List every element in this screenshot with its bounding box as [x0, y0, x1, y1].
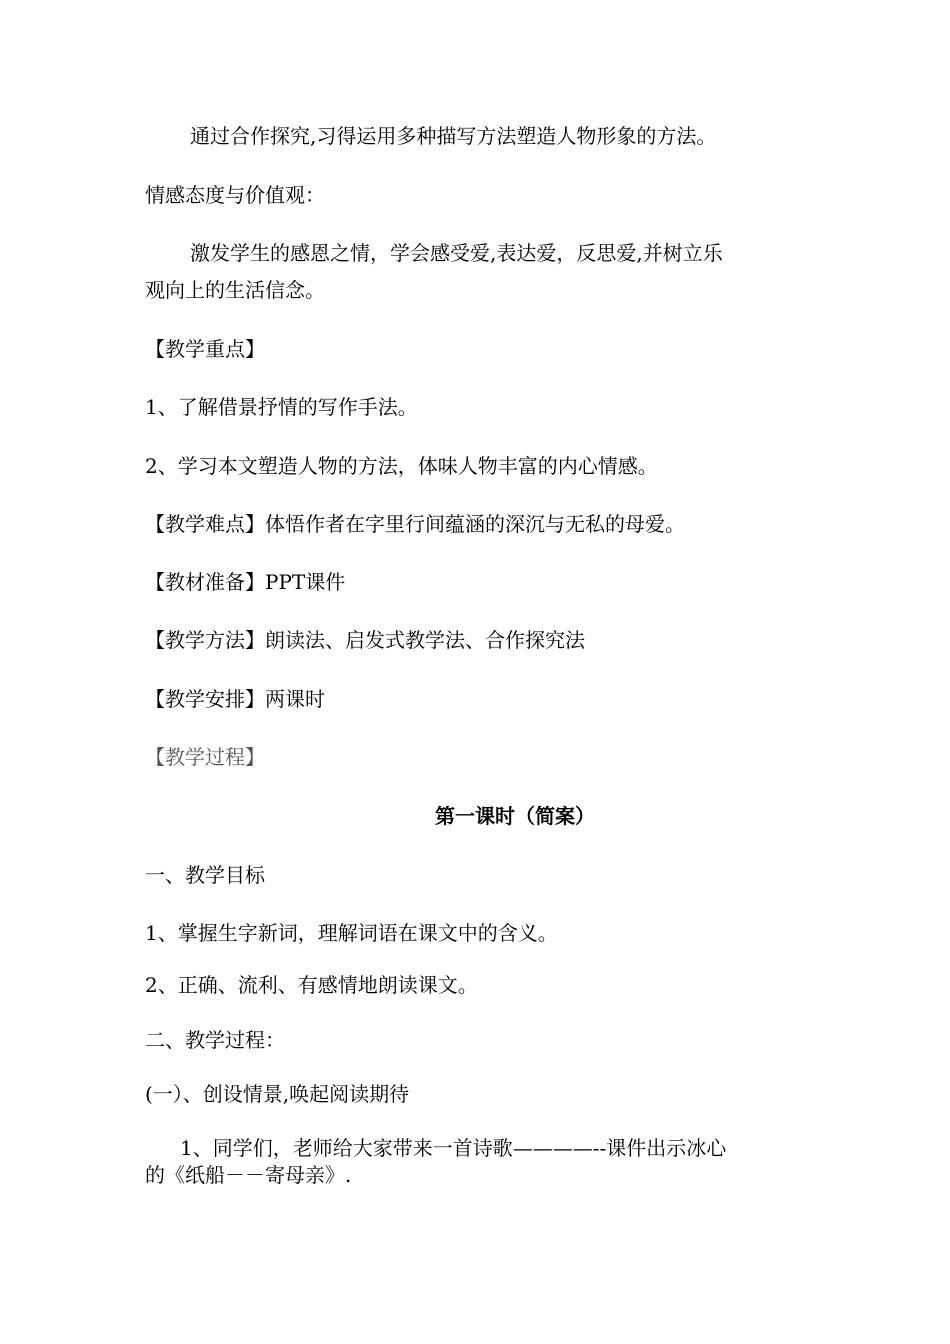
step-1-heading: (一）、创设情景,唤起阅读期待 — [145, 1082, 410, 1106]
key-point-1: 1、了解借景抒情的写作手法。 — [145, 395, 418, 419]
schedule-line: 【教学安排】两课时 — [145, 687, 325, 711]
difficulty-line: 【教学难点】体悟作者在字里行间蕴涵的深沉与无私的母爱。 — [145, 512, 685, 536]
heading-key-points: 【教学重点】 — [145, 337, 265, 361]
process-heading: 【教学过程】 — [145, 745, 265, 769]
paragraph-emotion-line2: 观向上的生活信念。 — [145, 278, 325, 302]
paragraph-emotion-line1: 激发学生的感恩之情，学会感受爱,表达爱，反思爱,并树立乐 — [190, 241, 723, 265]
goal-2: 2、正确、流利、有感情地朗读课文。 — [145, 973, 478, 997]
lesson-title: 第一课时（简案） — [435, 804, 595, 828]
key-point-2: 2、学习本文塑造人物的方法，体味人物丰富的内心情感。 — [145, 454, 658, 478]
process-subheading: 二、教学过程： — [145, 1028, 285, 1052]
methods-line: 【教学方法】朗读法、启发式教学法、合作探究法 — [145, 628, 585, 652]
paragraph-method: 通过合作探究,习得运用多种描写方法塑造人物形象的方法。 — [190, 124, 717, 148]
step-1-line1: 1、同学们，老师给大家带来一首诗歌————--课件出示冰心 — [180, 1136, 727, 1160]
goal-heading: 一、教学目标 — [145, 863, 265, 887]
heading-emotion-values: 情感态度与价值观： — [145, 183, 325, 207]
step-1-line2: 的《纸船－－寄母亲》. — [145, 1163, 352, 1187]
materials-line: 【教材准备】PPT课件 — [145, 570, 346, 594]
goal-1: 1、掌握生字新词，理解词语在课文中的含义。 — [145, 921, 558, 945]
